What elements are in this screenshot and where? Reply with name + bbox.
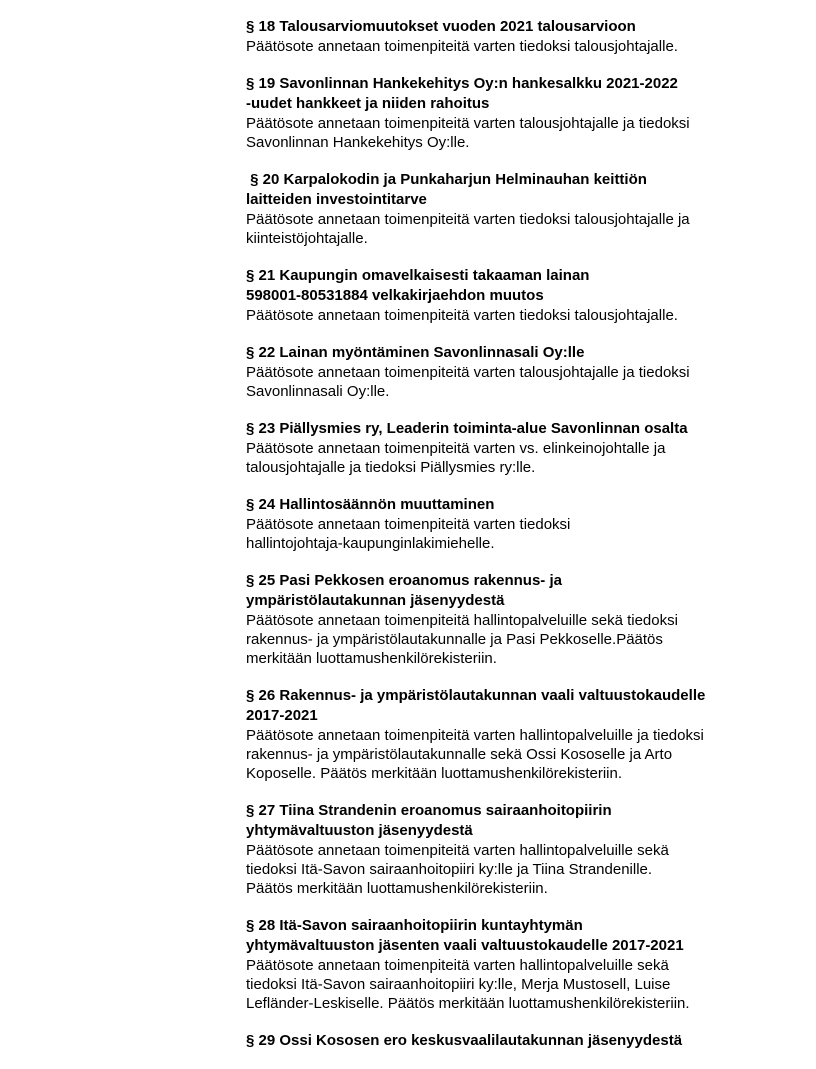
decision-text-line: Koposelle. Päätös merkitään luottamushenkilörekisteriin. bbox=[246, 765, 623, 782]
decision-item bbox=[246, 74, 766, 152]
decision-text-line: merkitään luottamushenkilörekisteriin. bbox=[246, 650, 497, 667]
decision-item bbox=[246, 343, 766, 401]
decision-item bbox=[246, 419, 766, 477]
decision-text-line: Savonlinnan Hankekehitys Oy:lle. bbox=[246, 134, 470, 151]
decision-title-line: § 22 Lainan myöntäminen Savonlinnasali Oy:lle bbox=[246, 344, 585, 361]
decision-title bbox=[246, 801, 766, 841]
document-page bbox=[246, 17, 766, 1069]
decision-text bbox=[246, 439, 766, 477]
decision-item bbox=[246, 1031, 766, 1051]
decision-title bbox=[246, 17, 766, 37]
decision-text bbox=[246, 306, 766, 325]
decision-text-line: rakennus- ja ympäristölautakunnalle sekä Ossi Kososelle ja Arto bbox=[246, 746, 673, 763]
decision-title-line: § 27 Tiina Strandenin eroanomus sairaanhoitopiirin bbox=[246, 802, 612, 819]
decision-text-line: Savonlinnasali Oy:lle. bbox=[246, 383, 390, 400]
decision-text-line: Päätösote annetaan toimenpiteitä varten tiedoksi talousjohtajalle. bbox=[246, 307, 678, 324]
decision-title-line: § 21 Kaupungin omavelkaisesti takaaman lainan bbox=[246, 267, 590, 284]
decision-title-line: § 24 Hallintosäännön muuttaminen bbox=[246, 496, 495, 513]
decision-title bbox=[246, 495, 766, 515]
decision-text-line: Päätösote annetaan toimenpiteitä varten talousjohtajalle ja tiedoksi bbox=[246, 364, 690, 381]
decision-text-line: Päätösote annetaan toimenpiteitä varten hallintopalveluille ja tiedoksi bbox=[246, 727, 704, 744]
decision-text bbox=[246, 210, 766, 248]
decision-text bbox=[246, 515, 766, 553]
decision-text-line: Päätösote annetaan toimenpiteitä varten tiedoksi bbox=[246, 516, 571, 533]
decision-title-line: § 20 Karpalokodin ja Punkaharjun Helminauhan keittiön bbox=[246, 171, 647, 188]
decision-item bbox=[246, 266, 766, 325]
decision-text bbox=[246, 114, 766, 152]
decision-title bbox=[246, 343, 766, 363]
decision-item bbox=[246, 17, 766, 56]
decision-text-line: Päätösote annetaan toimenpiteitä varten hallintopalveluille sekä bbox=[246, 842, 669, 859]
decision-title-line: laitteiden investointitarve bbox=[246, 191, 427, 208]
decision-text bbox=[246, 726, 766, 783]
decision-title bbox=[246, 571, 766, 611]
decision-text-line: Päätösote annetaan toimenpiteitä varten hallintopalveluille sekä bbox=[246, 957, 669, 974]
decision-text bbox=[246, 37, 766, 56]
decision-text-line: talousjohtajalle ja tiedoksi Piällysmies ry:lle. bbox=[246, 459, 536, 476]
decision-title bbox=[246, 686, 766, 726]
decision-text-line: tiedoksi Itä-Savon sairaanhoitopiiri ky:lle, Merja Mustosell, Luise bbox=[246, 976, 671, 993]
decision-title-line: yhtymävaltuuston jäsenyydestä bbox=[246, 822, 473, 839]
decision-title bbox=[246, 916, 766, 956]
decision-title-line: ympäristölautakunnan jäsenyydestä bbox=[246, 592, 505, 609]
decision-title bbox=[246, 1031, 766, 1051]
decision-text-line: Päätösote annetaan toimenpiteitä varten tiedoksi talousjohtajalle. bbox=[246, 38, 678, 55]
decision-text-line: Päätösote annetaan toimenpiteitä varten talousjohtajalle ja tiedoksi bbox=[246, 115, 690, 132]
decision-text bbox=[246, 363, 766, 401]
decision-title-line: § 29 Ossi Kososen ero keskusvaalilautakunnan jäsenyydestä bbox=[246, 1032, 683, 1049]
decision-title-line: § 23 Piällysmies ry, Leaderin toiminta-alue Savonlinnan osalta bbox=[246, 420, 688, 437]
decision-title bbox=[246, 74, 766, 114]
decision-title-line: -uudet hankkeet ja niiden rahoitus bbox=[246, 95, 490, 112]
decision-title-line: 2017-2021 bbox=[246, 707, 318, 724]
decision-title bbox=[246, 170, 766, 210]
decision-title-line: yhtymävaltuuston jäsenten vaali valtuustokaudelle 2017-2021 bbox=[246, 937, 684, 954]
decision-title-line: § 28 Itä-Savon sairaanhoitopiirin kuntayhtymän bbox=[246, 917, 583, 934]
decision-text-line: Päätösote annetaan toimenpiteitä varten vs. elinkeinojohtalle ja bbox=[246, 440, 666, 457]
decision-item bbox=[246, 170, 766, 248]
decision-item bbox=[246, 571, 766, 668]
decision-item bbox=[246, 686, 766, 783]
decision-title bbox=[246, 266, 766, 306]
decision-text-line: tiedoksi Itä-Savon sairaanhoitopiiri ky:lle ja Tiina Strandenille. bbox=[246, 861, 653, 878]
decision-text bbox=[246, 841, 766, 898]
decision-title bbox=[246, 419, 766, 439]
decision-title-line: 598001-80531884 velkakirjaehdon muutos bbox=[246, 287, 544, 304]
decision-text-line: Päätös merkitään luottamushenkilörekisteriin. bbox=[246, 880, 548, 897]
decision-text-line: kiinteistöjohtajalle. bbox=[246, 230, 368, 247]
decision-title-line: § 26 Rakennus- ja ympäristölautakunnan vaali valtuustokaudelle bbox=[246, 687, 706, 704]
decision-item bbox=[246, 916, 766, 1013]
decision-text-line: Päätösote annetaan toimenpiteitä hallintopalveluille sekä tiedoksi bbox=[246, 612, 678, 629]
decision-text-line: hallintojohtaja-kaupunginlakimiehelle. bbox=[246, 535, 495, 552]
decision-item bbox=[246, 801, 766, 898]
decision-text-line: Lefländer-Leskiselle. Päätös merkitään luottamushenkilörekisteriin. bbox=[246, 995, 690, 1012]
decision-title-line: § 19 Savonlinnan Hankekehitys Oy:n hankesalkku 2021-2022 bbox=[246, 75, 678, 92]
decision-text bbox=[246, 611, 766, 668]
decision-title-line: § 25 Pasi Pekkosen eroanomus rakennus- ja bbox=[246, 572, 562, 589]
decision-title-line: § 18 Talousarviomuutokset vuoden 2021 talousarvioon bbox=[246, 18, 636, 35]
decision-text-line: rakennus- ja ympäristölautakunnalle ja Pasi Pekkoselle.Päätös bbox=[246, 631, 663, 648]
decision-item bbox=[246, 495, 766, 553]
decision-text-line: Päätösote annetaan toimenpiteitä varten tiedoksi talousjohtajalle ja bbox=[246, 211, 690, 228]
decision-text bbox=[246, 956, 766, 1013]
